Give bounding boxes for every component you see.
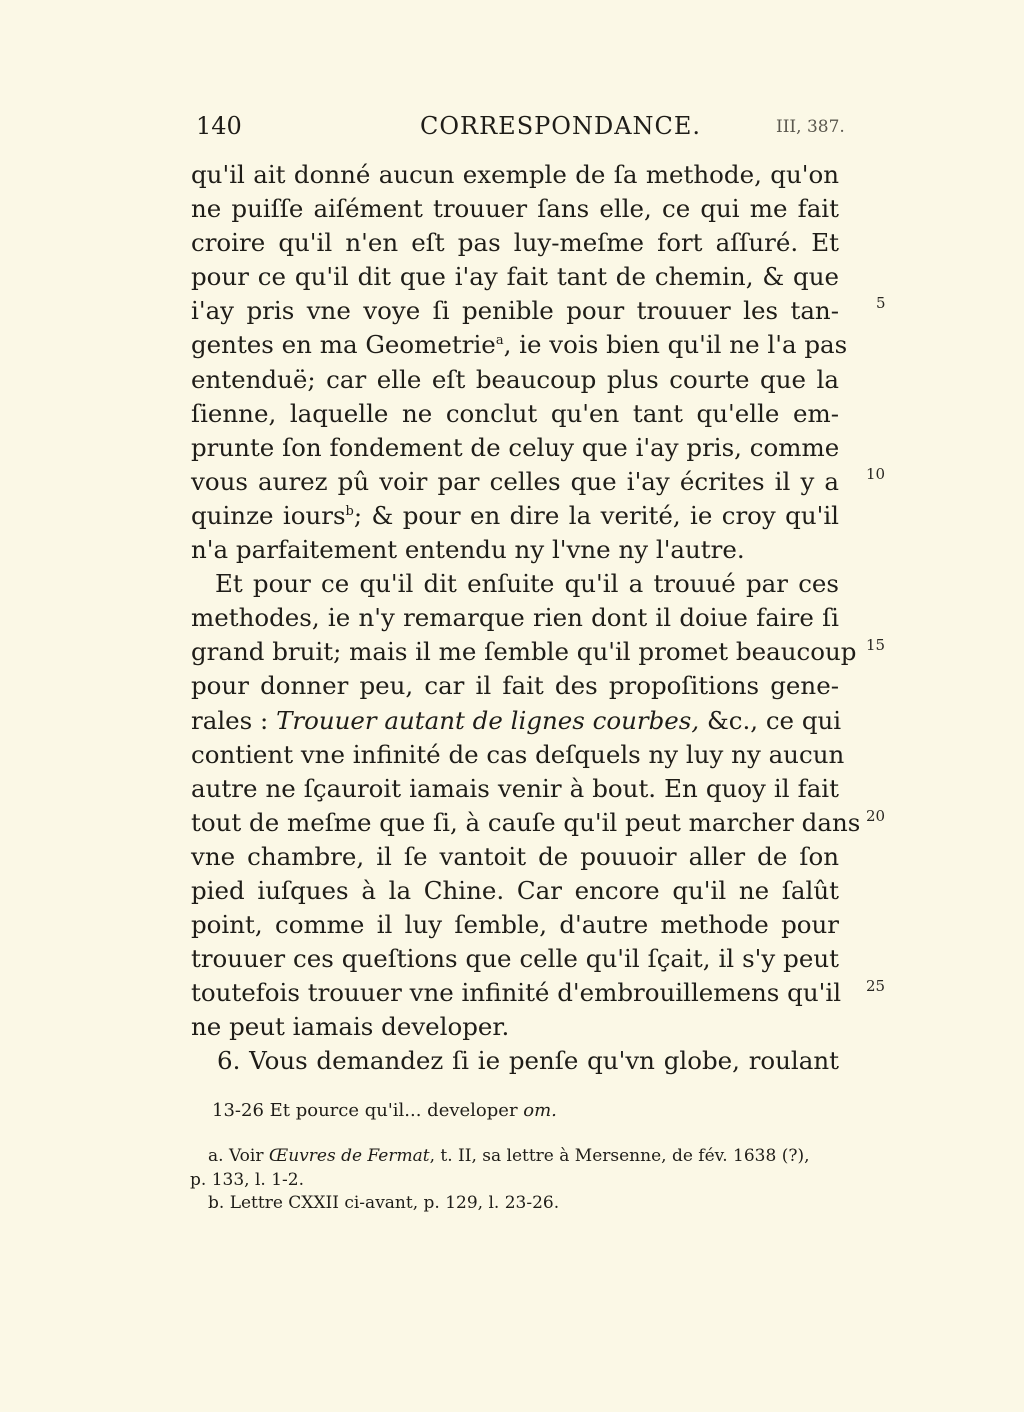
text-line-6-b: , ie vois bien qu'il ne l'a pas xyxy=(503,330,848,360)
text-line-18: contient vne infinité de cas deſquels ny luy ny aucun xyxy=(191,739,845,769)
variant-note xyxy=(212,1100,557,1121)
footnote-a-post: , t. II, sa lettre à Mersenne, de fév. 1638 (?), xyxy=(429,1146,810,1166)
text-line-6-a: gentes en ma Geometrie xyxy=(191,330,496,360)
text-line-1: qu'il ait donné aucun exemple de ſa methode, qu'on xyxy=(191,160,839,189)
letter-text xyxy=(191,158,861,1079)
variant-abbr: om. xyxy=(523,1100,557,1121)
variant-range: 13-26 xyxy=(212,1100,264,1121)
footnote-mark-a: a xyxy=(495,333,504,349)
text-line-27: 6. Vous demandez ſi ie penſe qu'vn globe, roulant xyxy=(217,1046,839,1076)
text-line-26: ne peut iamais developer. xyxy=(191,1012,510,1042)
text-line-14: methodes, ie n'y remarque rien dont il doiue faire ſi xyxy=(191,603,839,633)
running-title: CORRESPONDANCE. xyxy=(420,112,702,140)
text-line-17-italic: Trouuer autant de lignes courbes, xyxy=(276,705,700,735)
text-line-5: i'ay pris vne voye ſi penible pour trouuer les tan- xyxy=(191,296,839,326)
text-line-11-b: ; & pour en dire la verité, ie croy qu'il xyxy=(353,500,840,530)
text-line-9: prunte ſon fondement de celuy que i'ay pris, comme xyxy=(191,432,840,462)
text-line-25: toutefois trouuer vne infinité d'embrouillemens qu'il xyxy=(191,978,842,1008)
variant-text: Et pource qu'il... developer xyxy=(263,1100,524,1121)
text-line-21: vne chambre, il ſe vantoit de pouuoir aller de ſon xyxy=(191,841,839,871)
text-line-23: point, comme il luy ſemble, d'autre methode pour xyxy=(191,910,839,940)
line-number-5: 5 xyxy=(876,294,886,312)
text-line-24: trouuer ces queſtions que celle qu'il ſçait, il s'y peut xyxy=(191,944,839,974)
text-line-2: ne puiſſe aiſément trouuer ſans elle, ce qui me fait xyxy=(191,194,839,224)
text-line-22: pied iuſques à la Chine. Car encore qu'il ne ſalût xyxy=(191,875,839,905)
line-number-10: 10 xyxy=(866,465,886,483)
line-number-15: 15 xyxy=(866,636,886,654)
text-line-11 xyxy=(191,499,839,533)
text-line-16: pour donner peu, car il fait des propoſitions gene- xyxy=(191,671,839,701)
text-line-13: Et pour ce qu'il dit enſuite qu'il a trouué par ces xyxy=(215,569,839,599)
text-line-6 xyxy=(191,328,848,362)
footnote-mark-b: b xyxy=(345,503,354,519)
footnote-a-continuation: p. 133, l. 1-2. xyxy=(190,1170,304,1190)
footnote-a xyxy=(190,1146,838,1166)
footnote-b xyxy=(190,1193,838,1213)
text-line-19: autre ne ſçauroit iamais venir à bout. En quoy il fait xyxy=(191,773,839,803)
footnote-a-label: a. xyxy=(208,1146,224,1166)
text-line-17 xyxy=(191,704,842,738)
text-line-10: vous aurez pû voir par celles que i'ay écrites il y a xyxy=(191,466,839,496)
text-line-15: grand bruit; mais il me ſemble qu'il promet beaucoup xyxy=(191,637,857,667)
footnote-b-text: Lettre CXXII ci-avant, p. 129, l. 23-26. xyxy=(224,1193,560,1213)
text-line-7: entenduë; car elle eſt beaucoup plus courte que la xyxy=(191,364,839,394)
text-line-11-a: quinze iours xyxy=(191,500,346,530)
text-line-17-b: &c., ce qui xyxy=(699,705,842,735)
footnote-a-title: Œuvres de Fermat xyxy=(268,1146,430,1166)
footnote-a-pre: Voir xyxy=(223,1146,269,1166)
line-number-20: 20 xyxy=(866,807,886,825)
page-number: 140 xyxy=(196,112,242,140)
text-line-20: tout de meſme que ſi, à cauſe qu'il peut marcher dans xyxy=(191,807,861,837)
text-line-4: pour ce qu'il dit que i'ay fait tant de chemin, & que xyxy=(191,262,839,292)
text-line-3: croire qu'il n'en eſt pas luy-meſme fort aſſuré. Et xyxy=(191,228,839,258)
edition-reference: III, 387. xyxy=(776,117,845,137)
text-line-8: ſienne, laquelle ne conclut qu'en tant qu'elle em- xyxy=(191,398,839,428)
text-line-17-a: rales : xyxy=(191,705,277,735)
footnote-b-label: b. xyxy=(208,1193,225,1213)
page-header xyxy=(0,0,1024,150)
line-number-25: 25 xyxy=(866,977,886,995)
text-line-12: n'a parfaitement entendu ny l'vne ny l'autre. xyxy=(191,535,745,565)
